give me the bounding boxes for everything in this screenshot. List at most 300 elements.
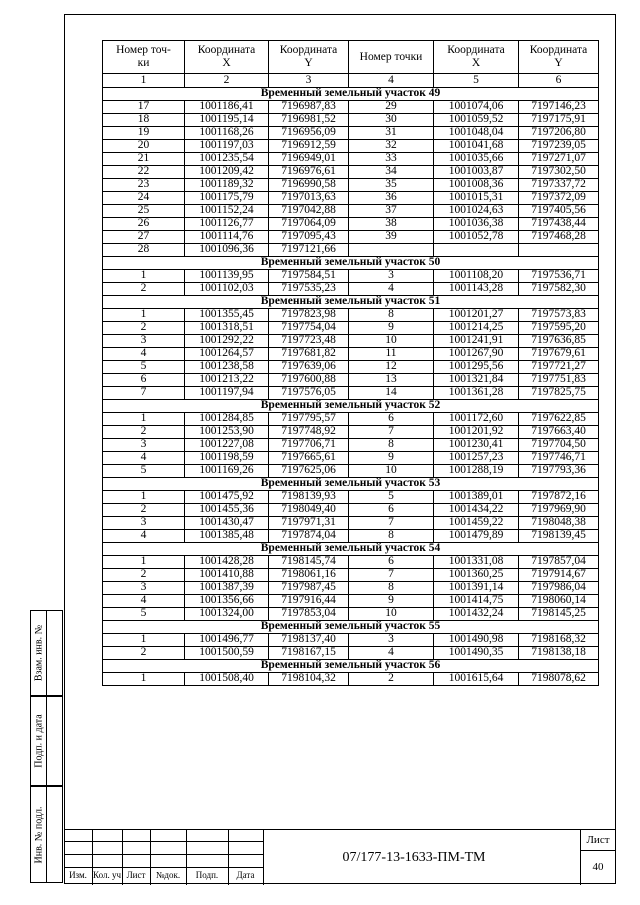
table-cell: 1001041,68 bbox=[434, 140, 519, 153]
col-number: 4 bbox=[349, 74, 434, 88]
table-row bbox=[103, 231, 599, 244]
stamp-header-count: Кол. уч bbox=[93, 870, 121, 880]
table-cell: 7198060,14 bbox=[519, 595, 599, 608]
table-cell: 1001189,32 bbox=[185, 179, 269, 192]
table-cell: 7198145,25 bbox=[519, 608, 599, 621]
table-cell: 7 bbox=[103, 387, 185, 400]
table-cell: 1001428,28 bbox=[185, 556, 269, 569]
table-cell: 7197595,20 bbox=[519, 322, 599, 335]
table-cell: 1001214,25 bbox=[434, 322, 519, 335]
table-row bbox=[103, 114, 599, 127]
table-cell: 21 bbox=[103, 153, 185, 166]
table-cell: 1001201,92 bbox=[434, 426, 519, 439]
table-cell: 7198078,62 bbox=[519, 673, 599, 686]
section-title: Временный земельный участок 52 bbox=[103, 400, 599, 413]
table-row bbox=[103, 101, 599, 114]
table-cell: 7197146,23 bbox=[519, 101, 599, 114]
title-block bbox=[64, 829, 616, 885]
table-cell: 1001356,66 bbox=[185, 595, 269, 608]
table-cell: 1 bbox=[103, 309, 185, 322]
table-row bbox=[103, 283, 599, 296]
table-cell: 8 bbox=[349, 439, 434, 452]
table-cell: 38 bbox=[349, 218, 434, 231]
table-cell: 19 bbox=[103, 127, 185, 140]
table-cell: 7196987,83 bbox=[269, 101, 349, 114]
table-cell: 7198048,38 bbox=[519, 517, 599, 530]
table-cell: 7 bbox=[349, 426, 434, 439]
table-cell: 4 bbox=[349, 283, 434, 296]
table-cell: 7198139,93 bbox=[269, 491, 349, 504]
table-cell: 2 bbox=[103, 504, 185, 517]
stamp-header-sign: Подп. bbox=[195, 870, 219, 880]
table-cell: 1001387,39 bbox=[185, 582, 269, 595]
col-number: 2 bbox=[185, 74, 269, 88]
table-cell: 9 bbox=[349, 322, 434, 335]
table-cell: 2 bbox=[103, 426, 185, 439]
table-cell: 1001227,08 bbox=[185, 439, 269, 452]
table-cell: 1001059,52 bbox=[434, 114, 519, 127]
table-cell: 1001024,63 bbox=[434, 205, 519, 218]
table-cell: 7197639,06 bbox=[269, 361, 349, 374]
table-row bbox=[103, 504, 599, 517]
table-cell: 7197372,09 bbox=[519, 192, 599, 205]
section-row bbox=[103, 543, 599, 556]
table-cell: 7198137,40 bbox=[269, 634, 349, 647]
table-cell: 29 bbox=[349, 101, 434, 114]
table-cell: 30 bbox=[349, 114, 434, 127]
table-cell: 1 bbox=[103, 270, 185, 283]
table-cell: 1001198,59 bbox=[185, 452, 269, 465]
table-cell: 7197914,67 bbox=[519, 569, 599, 582]
table-cell: 7197825,75 bbox=[519, 387, 599, 400]
table-cell: 7197468,28 bbox=[519, 231, 599, 244]
table-cell: 35 bbox=[349, 179, 434, 192]
table-cell: 1001143,28 bbox=[434, 283, 519, 296]
side-stamp bbox=[30, 610, 63, 883]
section-row bbox=[103, 88, 599, 101]
table-cell: 1001284,85 bbox=[185, 413, 269, 426]
table-cell: 7197987,45 bbox=[269, 582, 349, 595]
table-cell: 7197986,04 bbox=[519, 582, 599, 595]
table-cell: 8 bbox=[349, 582, 434, 595]
table-cell: 1001197,03 bbox=[185, 140, 269, 153]
table-cell: 1001321,84 bbox=[434, 374, 519, 387]
table-cell: 1001264,57 bbox=[185, 348, 269, 361]
table-cell: 5 bbox=[103, 361, 185, 374]
table-cell: 1001201,27 bbox=[434, 309, 519, 322]
table-cell: 7197536,71 bbox=[519, 270, 599, 283]
section-row bbox=[103, 296, 599, 309]
table-cell: 7197636,85 bbox=[519, 335, 599, 348]
section-title: Временный земельный участок 50 bbox=[103, 257, 599, 270]
table-cell bbox=[519, 244, 599, 257]
table-cell: 7197793,36 bbox=[519, 465, 599, 478]
stamp-header-sheet: Лист bbox=[126, 870, 146, 880]
table-cell: 14 bbox=[349, 387, 434, 400]
table-cell: 7197584,51 bbox=[269, 270, 349, 283]
table-cell bbox=[349, 244, 434, 257]
table-cell: 7196956,09 bbox=[269, 127, 349, 140]
table-cell: 1001139,95 bbox=[185, 270, 269, 283]
table-cell: 2 bbox=[103, 322, 185, 335]
table-cell: 1001459,22 bbox=[434, 517, 519, 530]
col-number: 6 bbox=[519, 74, 599, 88]
table-cell: 1001257,23 bbox=[434, 452, 519, 465]
table-row bbox=[103, 595, 599, 608]
table-row bbox=[103, 673, 599, 686]
table-cell: 39 bbox=[349, 231, 434, 244]
stamp-header-change: Изм. bbox=[69, 870, 87, 880]
table-cell: 1001197,94 bbox=[185, 387, 269, 400]
table-row bbox=[103, 374, 599, 387]
table-cell: 6 bbox=[349, 413, 434, 426]
table-cell: 7197095,43 bbox=[269, 231, 349, 244]
table-cell: 4 bbox=[103, 595, 185, 608]
table-cell: 7197573,83 bbox=[519, 309, 599, 322]
table-cell: 7196981,52 bbox=[269, 114, 349, 127]
table-cell: 7197302,50 bbox=[519, 166, 599, 179]
table-cell: 7198061,16 bbox=[269, 569, 349, 582]
table-cell: 7197271,07 bbox=[519, 153, 599, 166]
table-cell: 10 bbox=[349, 608, 434, 621]
table-cell: 6 bbox=[349, 556, 434, 569]
table-cell: 1001385,48 bbox=[185, 530, 269, 543]
table-cell: 17 bbox=[103, 101, 185, 114]
table-cell: 1 bbox=[103, 491, 185, 504]
table-row bbox=[103, 491, 599, 504]
table-cell: 1001267,90 bbox=[434, 348, 519, 361]
table-cell: 1001288,19 bbox=[434, 465, 519, 478]
table-cell: 7197665,61 bbox=[269, 452, 349, 465]
table-row bbox=[103, 270, 599, 283]
table-cell: 1001430,47 bbox=[185, 517, 269, 530]
section-title: Временный земельный участок 49 bbox=[103, 88, 599, 101]
sidebar-label: Взам. инв. № bbox=[33, 624, 44, 682]
header-coord-y-2: Координата Y bbox=[519, 41, 599, 74]
table-cell: 7197582,30 bbox=[519, 283, 599, 296]
table-cell: 3 bbox=[349, 270, 434, 283]
sheet-number: 40 bbox=[592, 861, 604, 873]
table-cell: 7198145,74 bbox=[269, 556, 349, 569]
sheet-label: Лист bbox=[586, 834, 610, 846]
table-header bbox=[103, 41, 599, 88]
table-cell: 8 bbox=[349, 309, 434, 322]
table-cell: 7196976,61 bbox=[269, 166, 349, 179]
table-cell: 7197175,91 bbox=[519, 114, 599, 127]
table-cell: 7197872,16 bbox=[519, 491, 599, 504]
table-cell: 6 bbox=[349, 504, 434, 517]
table-cell: 7197704,50 bbox=[519, 439, 599, 452]
table-cell: 7197721,27 bbox=[519, 361, 599, 374]
table-row bbox=[103, 426, 599, 439]
table-cell: 1001292,22 bbox=[185, 335, 269, 348]
table-cell: 7197874,04 bbox=[269, 530, 349, 543]
table-cell: 1001455,36 bbox=[185, 504, 269, 517]
coordinates-table bbox=[102, 40, 599, 686]
table-cell: 1001500,59 bbox=[185, 647, 269, 660]
table-cell: 2 bbox=[349, 673, 434, 686]
table-cell: 5 bbox=[349, 491, 434, 504]
table-cell: 7198139,45 bbox=[519, 530, 599, 543]
table-cell: 1001168,26 bbox=[185, 127, 269, 140]
table-cell: 1001434,22 bbox=[434, 504, 519, 517]
table-cell: 1001410,88 bbox=[185, 569, 269, 582]
table-cell: 1001508,40 bbox=[185, 673, 269, 686]
header-point-number: Номер точ- ки bbox=[103, 41, 185, 74]
table-row bbox=[103, 517, 599, 530]
table-row bbox=[103, 218, 599, 231]
table-cell: 1001295,56 bbox=[434, 361, 519, 374]
table-cell: 7197438,44 bbox=[519, 218, 599, 231]
table-row bbox=[103, 452, 599, 465]
table-cell: 1001490,35 bbox=[434, 647, 519, 660]
table-cell: 1001108,20 bbox=[434, 270, 519, 283]
sidebar-original-inv bbox=[30, 786, 63, 883]
table-cell: 18 bbox=[103, 114, 185, 127]
table-cell: 1001235,54 bbox=[185, 153, 269, 166]
table-row bbox=[103, 153, 599, 166]
table-cell: 1001324,00 bbox=[185, 608, 269, 621]
table-cell: 7197042,88 bbox=[269, 205, 349, 218]
section-row bbox=[103, 660, 599, 673]
table-cell: 5 bbox=[103, 608, 185, 621]
table-cell: 1 bbox=[103, 634, 185, 647]
table-row bbox=[103, 335, 599, 348]
table-cell: 7197748,92 bbox=[269, 426, 349, 439]
table-row bbox=[103, 608, 599, 621]
table-cell: 7197746,71 bbox=[519, 452, 599, 465]
table-cell: 10 bbox=[349, 335, 434, 348]
table-cell: 1001126,77 bbox=[185, 218, 269, 231]
table-row bbox=[103, 413, 599, 426]
table-cell: 7197337,72 bbox=[519, 179, 599, 192]
section-row bbox=[103, 621, 599, 634]
table-cell: 1001074,06 bbox=[434, 101, 519, 114]
table-row bbox=[103, 192, 599, 205]
table-cell: 1001096,36 bbox=[185, 244, 269, 257]
table-cell: 25 bbox=[103, 205, 185, 218]
table-cell: 1001008,36 bbox=[434, 179, 519, 192]
section-row bbox=[103, 478, 599, 491]
sidebar-replace-inv bbox=[30, 610, 63, 696]
table-row bbox=[103, 634, 599, 647]
table-cell: 22 bbox=[103, 166, 185, 179]
table-cell: 7197622,85 bbox=[519, 413, 599, 426]
header-coord-x-2: Координата X bbox=[434, 41, 519, 74]
table-cell: 1001361,28 bbox=[434, 387, 519, 400]
table-cell: 1 bbox=[103, 673, 185, 686]
table-cell: 1001496,77 bbox=[185, 634, 269, 647]
table-cell: 1001209,42 bbox=[185, 166, 269, 179]
table-cell: 7198049,40 bbox=[269, 504, 349, 517]
table-cell: 1001015,31 bbox=[434, 192, 519, 205]
col-number: 5 bbox=[434, 74, 519, 88]
table-row bbox=[103, 127, 599, 140]
table-cell: 4 bbox=[103, 530, 185, 543]
table-row bbox=[103, 348, 599, 361]
table-cell: 7196949,01 bbox=[269, 153, 349, 166]
col-number: 3 bbox=[269, 74, 349, 88]
table-cell: 1001114,76 bbox=[185, 231, 269, 244]
table-row bbox=[103, 140, 599, 153]
table-cell: 7197857,04 bbox=[519, 556, 599, 569]
table-cell: 7197239,05 bbox=[519, 140, 599, 153]
table-cell: 7198168,32 bbox=[519, 634, 599, 647]
table-cell: 1001391,14 bbox=[434, 582, 519, 595]
table-cell: 7197853,04 bbox=[269, 608, 349, 621]
table-cell: 7197064,09 bbox=[269, 218, 349, 231]
table-row bbox=[103, 530, 599, 543]
sidebar-label: Подп. и дата bbox=[33, 714, 44, 768]
table-cell: 1 bbox=[103, 413, 185, 426]
table-cell: 7197013,63 bbox=[269, 192, 349, 205]
table-row bbox=[103, 309, 599, 322]
table-cell: 28 bbox=[103, 244, 185, 257]
table-cell: 7197723,48 bbox=[269, 335, 349, 348]
table-cell: 7197706,71 bbox=[269, 439, 349, 452]
table-cell: 27 bbox=[103, 231, 185, 244]
table-cell: 20 bbox=[103, 140, 185, 153]
table-cell: 7197206,80 bbox=[519, 127, 599, 140]
table-cell: 5 bbox=[103, 465, 185, 478]
stamp-header-date: Дата bbox=[236, 870, 255, 880]
section-row bbox=[103, 257, 599, 270]
table-cell: 1001238,58 bbox=[185, 361, 269, 374]
table-cell: 1001186,41 bbox=[185, 101, 269, 114]
section-title: Временный земельный участок 53 bbox=[103, 478, 599, 491]
col-number: 1 bbox=[103, 74, 185, 88]
table-cell: 7197600,88 bbox=[269, 374, 349, 387]
table-cell: 7197121,66 bbox=[269, 244, 349, 257]
table-cell: 1001195,14 bbox=[185, 114, 269, 127]
table-row bbox=[103, 569, 599, 582]
table-cell: 2 bbox=[103, 647, 185, 660]
table-cell: 2 bbox=[103, 569, 185, 582]
table-cell: 1001241,91 bbox=[434, 335, 519, 348]
table-body bbox=[103, 88, 599, 686]
table-cell: 1001432,24 bbox=[434, 608, 519, 621]
section-title: Временный земельный участок 55 bbox=[103, 621, 599, 634]
section-row bbox=[103, 400, 599, 413]
table-row bbox=[103, 556, 599, 569]
table-cell: 31 bbox=[349, 127, 434, 140]
table-cell: 3 bbox=[349, 634, 434, 647]
table-cell: 33 bbox=[349, 153, 434, 166]
table-cell: 1001035,66 bbox=[434, 153, 519, 166]
header-coord-x: Координата X bbox=[185, 41, 269, 74]
table-cell: 24 bbox=[103, 192, 185, 205]
table-cell: 7197405,56 bbox=[519, 205, 599, 218]
stamp-header-doc: №док. bbox=[155, 870, 181, 880]
table-row bbox=[103, 205, 599, 218]
table-cell: 1001152,24 bbox=[185, 205, 269, 218]
table-cell: 23 bbox=[103, 179, 185, 192]
sidebar-label: Инв. № подл. bbox=[33, 806, 44, 863]
table-cell: 12 bbox=[349, 361, 434, 374]
table-cell: 7196912,59 bbox=[269, 140, 349, 153]
table-cell: 1001048,04 bbox=[434, 127, 519, 140]
table-cell: 4 bbox=[349, 647, 434, 660]
table-cell: 2 bbox=[103, 283, 185, 296]
table-cell: 1001036,38 bbox=[434, 218, 519, 231]
table-cell: 1001355,45 bbox=[185, 309, 269, 322]
table-cell: 34 bbox=[349, 166, 434, 179]
table-cell: 11 bbox=[349, 348, 434, 361]
table-cell: 7197823,98 bbox=[269, 309, 349, 322]
table-cell: 7197681,82 bbox=[269, 348, 349, 361]
table-cell: 1001052,78 bbox=[434, 231, 519, 244]
table-cell: 1001169,26 bbox=[185, 465, 269, 478]
table-row bbox=[103, 582, 599, 595]
section-title: Временный земельный участок 56 bbox=[103, 660, 599, 673]
document-code: 07/177-13-1633-ПМ-ТМ bbox=[342, 850, 486, 865]
table-cell: 1001475,92 bbox=[185, 491, 269, 504]
table-cell: 7197916,44 bbox=[269, 595, 349, 608]
section-title: Временный земельный участок 51 bbox=[103, 296, 599, 309]
table-cell: 7198104,32 bbox=[269, 673, 349, 686]
table-cell: 1001615,64 bbox=[434, 673, 519, 686]
table-row bbox=[103, 179, 599, 192]
table-row bbox=[103, 465, 599, 478]
table-row bbox=[103, 439, 599, 452]
table-cell: 1001318,51 bbox=[185, 322, 269, 335]
section-title: Временный земельный участок 54 bbox=[103, 543, 599, 556]
table-cell: 3 bbox=[103, 517, 185, 530]
table-cell: 1001175,79 bbox=[185, 192, 269, 205]
table-cell: 1001490,98 bbox=[434, 634, 519, 647]
table-cell: 13 bbox=[349, 374, 434, 387]
table-cell: 37 bbox=[349, 205, 434, 218]
table-cell: 1001479,89 bbox=[434, 530, 519, 543]
table-cell: 36 bbox=[349, 192, 434, 205]
table-cell: 7198138,18 bbox=[519, 647, 599, 660]
table-cell: 3 bbox=[103, 582, 185, 595]
table-cell: 7 bbox=[349, 569, 434, 582]
table-cell: 1001172,60 bbox=[434, 413, 519, 426]
table-cell: 6 bbox=[103, 374, 185, 387]
header-point-number-2: Номер точки bbox=[349, 41, 434, 74]
table-cell: 9 bbox=[349, 452, 434, 465]
table-cell: 7198167,15 bbox=[269, 647, 349, 660]
table-cell: 7 bbox=[349, 517, 434, 530]
table-row bbox=[103, 387, 599, 400]
table-cell: 7197795,57 bbox=[269, 413, 349, 426]
table-cell: 9 bbox=[349, 595, 434, 608]
table-cell: 1001389,01 bbox=[434, 491, 519, 504]
table-cell: 3 bbox=[103, 335, 185, 348]
table-cell: 3 bbox=[103, 439, 185, 452]
table-cell: 8 bbox=[349, 530, 434, 543]
table-cell: 7197751,83 bbox=[519, 374, 599, 387]
table-cell: 7197679,61 bbox=[519, 348, 599, 361]
table-cell: 1001360,25 bbox=[434, 569, 519, 582]
table-row bbox=[103, 322, 599, 335]
table-cell: 10 bbox=[349, 465, 434, 478]
table-cell: 1001213,22 bbox=[185, 374, 269, 387]
table-cell: 7197576,05 bbox=[269, 387, 349, 400]
table-cell: 7197971,31 bbox=[269, 517, 349, 530]
table-cell: 1001331,08 bbox=[434, 556, 519, 569]
table-row bbox=[103, 647, 599, 660]
table-cell: 7197754,04 bbox=[269, 322, 349, 335]
table-row bbox=[103, 361, 599, 374]
table-cell: 1001253,90 bbox=[185, 426, 269, 439]
table-cell: 32 bbox=[349, 140, 434, 153]
table-cell: 1001230,41 bbox=[434, 439, 519, 452]
table-cell: 7197663,40 bbox=[519, 426, 599, 439]
table-cell: 7197625,06 bbox=[269, 465, 349, 478]
table-cell: 26 bbox=[103, 218, 185, 231]
